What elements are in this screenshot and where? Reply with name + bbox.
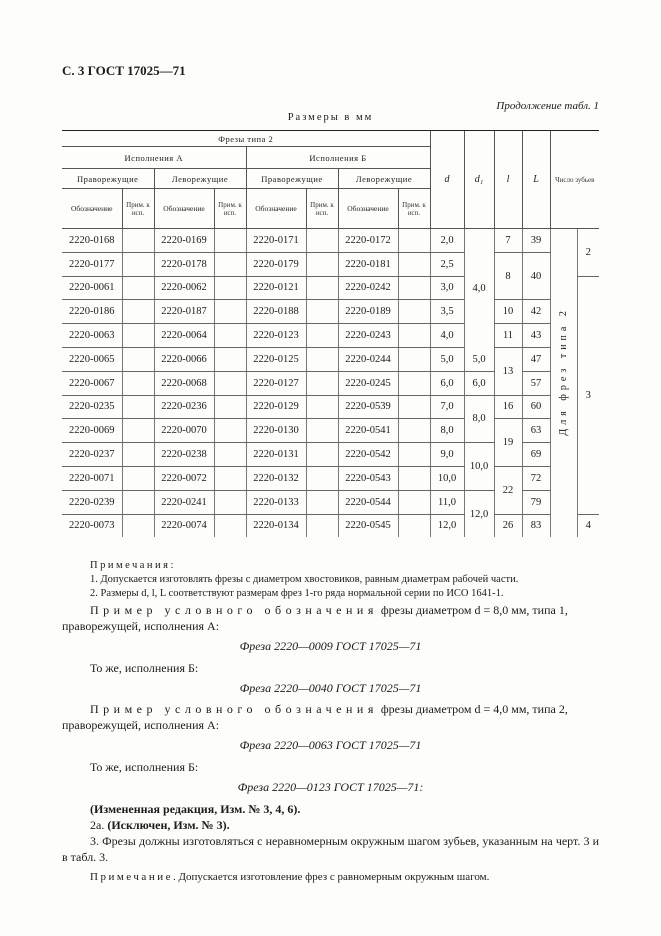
cell-d: 3,5	[430, 300, 464, 324]
example-2-text: фрезы диаметром d = 4,0 мм, типа 2,	[377, 702, 568, 716]
designation-1: Фреза 2220—0009 ГОСТ 17025—71	[239, 639, 422, 653]
cell-L: 69	[522, 443, 550, 467]
cell-a-right: 2220-0186	[62, 300, 122, 324]
cell-d: 7,0	[430, 395, 464, 419]
cell-a-right: 2220-0063	[62, 324, 122, 348]
cell-b-left: 2220-0543	[338, 466, 398, 490]
designation-2: Фреза 2220—0040 ГОСТ 17025—71	[239, 681, 422, 695]
cell-a-right: 2220-0239	[62, 490, 122, 514]
header-b-left: Леворежущие	[338, 169, 430, 189]
cell-b-left: 2220-0189	[338, 300, 398, 324]
cell-a-right: 2220-0071	[62, 466, 122, 490]
cell-d: 12,0	[430, 514, 464, 537]
cell-a-right: 2220-0237	[62, 443, 122, 467]
table-continuation: Продолжение табл. 1	[496, 100, 599, 112]
header-a-left: Леворежущие	[154, 169, 246, 189]
header-teeth: Число зубьев	[550, 131, 599, 229]
cell-d1: 6,0	[464, 371, 494, 395]
cell-b-right: 2220-0132	[246, 466, 306, 490]
example-2-word: Пример условного обозначения	[90, 702, 378, 716]
header-l: l	[494, 131, 522, 229]
vertical-label: Для фрез типа 2	[550, 229, 577, 515]
cell-L: 42	[522, 300, 550, 324]
header-designation: Обозначение	[62, 189, 122, 229]
cell-b-right: 2220-0130	[246, 419, 306, 443]
cell-a-left: 2220-0066	[154, 347, 214, 371]
cell-a-left: 2220-0068	[154, 371, 214, 395]
cell-l: 8	[494, 252, 522, 300]
cell-b-right: 2220-0179	[246, 252, 306, 276]
cell-b-left: 2220-0245	[338, 371, 398, 395]
cell-L: 72	[522, 466, 550, 490]
final-note-text: . Допускается изготовление фрез с равномерным окружным шагом.	[172, 871, 490, 883]
header-applic: Прим. к исп.	[214, 189, 246, 229]
table-row	[62, 252, 599, 276]
cell-b-left: 2220-0244	[338, 347, 398, 371]
cell-teeth: 3	[577, 276, 599, 514]
example-1-line	[90, 602, 568, 618]
header-applic: Прим. к исп.	[398, 189, 430, 229]
cell-d: 3,0	[430, 276, 464, 300]
cell-a-left: 2220-0070	[154, 419, 214, 443]
header-applic: Прим. к исп.	[122, 189, 154, 229]
same-exec-b-2: То же, исполнения Б:	[90, 760, 199, 774]
cell-L: 79	[522, 490, 550, 514]
header-b-right: Праворежущие	[246, 169, 338, 189]
cell-a-right: 2220-0177	[62, 252, 122, 276]
cell-a-left: 2220-0178	[154, 252, 214, 276]
dimensions-caption: Размеры в мм	[287, 112, 374, 123]
cell-d: 8,0	[430, 419, 464, 443]
cell-b-right: 2220-0133	[246, 490, 306, 514]
cell-d: 6,0	[430, 371, 464, 395]
cell-l: 13	[494, 347, 522, 395]
designation-4: Фреза 2220—0123 ГОСТ 17025—71:	[237, 780, 424, 794]
cell-d1: 10,0	[464, 443, 494, 491]
cell-L: 40	[522, 252, 550, 300]
same-exec-b-1: То же, исполнения Б:	[90, 661, 199, 675]
cell-a-left: 2220-0062	[154, 276, 214, 300]
note-1: 1. Допускается изготовлять фрезы с диаметром хвостовиков, равным диаметрам рабочей части.	[90, 574, 519, 585]
table-row	[62, 300, 599, 324]
cell-l: 19	[494, 419, 522, 467]
cell-L: 57	[522, 371, 550, 395]
header-group-type2: Фрезы типа 2	[62, 131, 430, 147]
table-row	[62, 466, 599, 490]
cell-d1: 4,0	[464, 229, 494, 348]
note-2: 2. Размеры d, l, L соответствуют размерам фрез 1-го ряда нормальной серии по ИСО 1641-1.	[90, 588, 504, 599]
cell-d: 2,0	[430, 229, 464, 253]
cell-a-left: 2220-0064	[154, 324, 214, 348]
cell-a-right: 2220-0073	[69, 520, 115, 532]
cell-teeth: 4	[577, 514, 599, 537]
table-row	[62, 347, 599, 371]
cell-d: 10,0	[430, 466, 464, 490]
example-2-line	[90, 701, 568, 717]
cell-d: 5,0	[430, 347, 464, 371]
cell-a-left: 2220-0241	[154, 490, 214, 514]
cell-a-right: 2220-0235	[62, 395, 122, 419]
cell-a-left: 2220-0187	[154, 300, 214, 324]
table-row	[62, 419, 599, 443]
cell-a-left: 2220-0236	[154, 395, 214, 419]
cell-a-right: 2220-0069	[62, 419, 122, 443]
item-2a-text: (Исключен, Изм. № 3).	[107, 818, 230, 832]
table-row	[62, 395, 599, 419]
cell-d1: 12,0	[464, 490, 494, 537]
cell-b-right: 2220-0127	[246, 371, 306, 395]
cell-b-right: 2220-0171	[246, 229, 306, 253]
cell-b-right: 2220-0131	[246, 443, 306, 467]
final-note-word: Примечание	[90, 871, 173, 883]
cell-b-right: 2220-0121	[246, 276, 306, 300]
cell-b-left: 2220-0545	[338, 514, 398, 537]
cell-b-right: 2220-0188	[246, 300, 306, 324]
cell-b-right: 2220-0123	[246, 324, 306, 348]
cell-L: 43	[522, 324, 550, 348]
spec-table	[62, 130, 599, 537]
example-1-line2: праворежущей, исполнения А:	[62, 619, 220, 633]
cell-b-left: 2220-0544	[338, 490, 398, 514]
cell-teeth: 2	[577, 229, 599, 277]
example-1-text: фрезы диаметром d = 8,0 мм, типа 1,	[377, 603, 568, 617]
cell-a-left: 2220-0169	[154, 229, 214, 253]
cell-d: 4,0	[430, 324, 464, 348]
cell-d1: 8,0	[464, 395, 494, 443]
cell-b-left: 2220-0541	[338, 419, 398, 443]
notes-block	[90, 559, 518, 601]
cell-l: 11	[494, 324, 522, 348]
cell-d: 9,0	[430, 443, 464, 467]
notes-title: Примечания:	[90, 560, 176, 571]
header-applic: Прим. к исп.	[306, 189, 338, 229]
example-1-word: Пример условного обозначения	[90, 603, 378, 617]
final-note	[90, 869, 489, 885]
cell-d: 2,5	[430, 252, 464, 276]
cell-l: 10	[494, 300, 522, 324]
changed-edition-text: (Измененная редакция, Изм. № 3, 4, 6).	[90, 802, 301, 816]
cell-L: 83	[522, 514, 550, 537]
cell-b-left: 2220-0539	[338, 395, 398, 419]
header-exec-a: Исполнения А	[62, 147, 246, 169]
cell-b-left: 2220-0181	[338, 252, 398, 276]
header-d: d	[430, 131, 464, 229]
cell-b-right: 2220-0129	[246, 395, 306, 419]
cell-a-left: 2220-0072	[154, 466, 214, 490]
example-2-line2: праворежущей, исполнения А:	[62, 718, 220, 732]
header-designation: Обозначение	[154, 189, 214, 229]
cell-a-left: 2220-0238	[154, 443, 214, 467]
cell-L: 60	[522, 395, 550, 419]
cell-a-right: 2220-0168	[62, 229, 122, 253]
cell-a-right: 2220-0061	[62, 276, 122, 300]
table-row	[62, 229, 599, 253]
cell-b-left: 2220-0243	[338, 324, 398, 348]
cell-b-left: 2220-0542	[338, 443, 398, 467]
cell-l: 22	[494, 466, 522, 514]
cell-a-left: 2220-0074	[154, 514, 214, 537]
cell-b-right: 2220-0125	[246, 347, 306, 371]
header-exec-b: Исполнения Б	[246, 147, 430, 169]
changed-edition	[90, 801, 300, 817]
designation-3: Фреза 2220—0063 ГОСТ 17025—71	[239, 738, 422, 752]
cell-d: 11,0	[430, 490, 464, 514]
page-header: С. 3 ГОСТ 17025—71	[62, 63, 186, 78]
table-row	[62, 324, 599, 348]
cell-l: 26	[494, 514, 522, 537]
header-d1: d₁	[464, 131, 494, 229]
cell-a-right: 2220-0067	[62, 371, 122, 395]
cell-l: 16	[494, 395, 522, 419]
cell-L: 47	[522, 347, 550, 371]
header-designation: Обозначение	[246, 189, 306, 229]
header-L: L	[522, 131, 550, 229]
cell-b-left: 2220-0172	[338, 229, 398, 253]
header-a-right: Праворежущие	[62, 169, 154, 189]
item-3: 3. Фрезы должны изготовляться с неравномерным окружным шагом зубьев, указанным на черт. 3 и в табл. 3.	[62, 834, 599, 864]
cell-b-right: 2220-0134	[246, 514, 306, 537]
cell-d1: 5,0	[464, 347, 494, 371]
cell-a-right: 2220-0065	[62, 347, 122, 371]
item-2a-num: 2а.	[90, 818, 108, 832]
cell-b-left: 2220-0242	[338, 276, 398, 300]
item-2a	[90, 817, 230, 833]
cell-L: 39	[522, 229, 550, 253]
cell-l: 7	[494, 229, 522, 253]
header-designation: Обозначение	[338, 189, 398, 229]
table-row	[62, 514, 599, 537]
cell-L: 63	[522, 419, 550, 443]
